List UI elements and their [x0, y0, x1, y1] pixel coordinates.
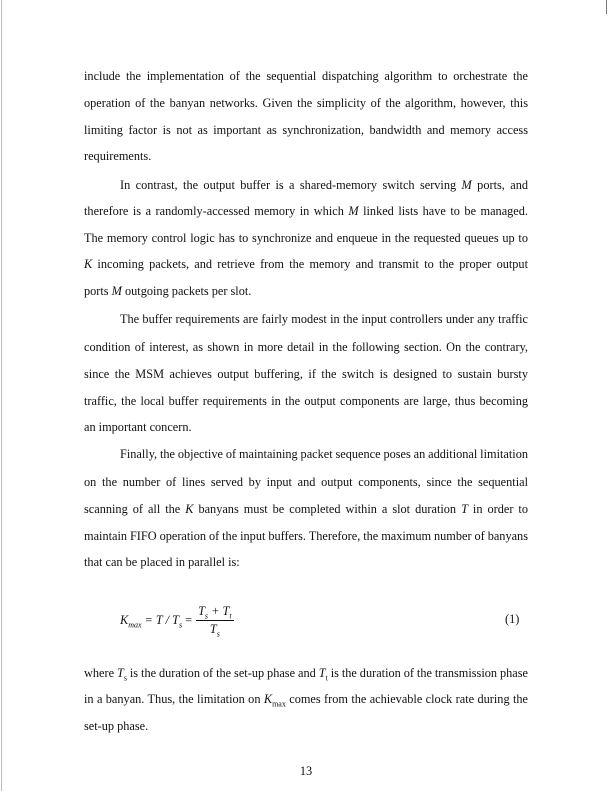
text-line: that can be placed in parallel is: [84, 555, 240, 569]
text-line: scanning of all the K banyans must be completed within a slot duration T in order to [84, 502, 528, 516]
eq-fraction [196, 604, 234, 637]
text-line: condition of interest, as shown in more detail in the following section. On the contrary, [84, 340, 528, 354]
text-line: traffic, the local buffer requirements in the output components are large, thus becoming [84, 394, 528, 408]
text-line: requirements. [84, 149, 152, 163]
text-line: The memory control logic has to synchronize and enqueue in the requested queues up to [84, 231, 528, 245]
text-line: on the number of lines served by input and output components, since the sequential [84, 475, 528, 489]
text-line: since the MSM achieves output buffering, if the switch is designed to sustain bursty [84, 367, 528, 381]
equation-1 [120, 600, 540, 640]
page-edge-line [1, 0, 2, 791]
eq-lhs: K [120, 612, 129, 627]
text-line: In contrast, the output buffer is a shared-memory switch serving M ports, and [120, 178, 528, 192]
equation-number: (1) [505, 612, 520, 626]
text-line: limiting factor is not as important as synchronization, bandwidth and memory access [84, 123, 528, 137]
eq-denominator: $T_s$ [209, 621, 220, 638]
text-line: maintain FIFO operation of the input buffers. Therefore, the maximum number of banyans [84, 529, 528, 543]
eq-middle-sub: s [178, 619, 183, 629]
eq-lhs-sub: max [128, 619, 142, 629]
text-line: K incoming packets, and retrieve from the memory and transmit to the proper output [84, 257, 528, 271]
text-line: include the implementation of the sequential dispatching algorithm to orchestrate the [84, 69, 528, 83]
page-corner-mark [606, 0, 607, 14]
text-line: therefore is a randomly-accessed memory in which M linked lists have to be managed. [84, 204, 528, 218]
text-line: Finally, the objective of maintaining packet sequence poses an additional limitation [120, 447, 528, 461]
eq-middle: = T / T [144, 612, 179, 627]
eq-equals: = [182, 612, 193, 627]
text-line: ports M outgoing packets per slot. [84, 284, 252, 298]
text-line: set-up phase. [84, 719, 149, 733]
eq-numerator: $T_s + T_t$ [198, 603, 232, 620]
text-line: where $T_s$ is the duration of the set-up phase and $T_t$ is the duration of the transmission phase [84, 666, 528, 683]
text-line: operation of the banyan networks. Given the simplicity of the algorithm, however, this [84, 96, 528, 110]
text-line: in a banyan. Thus, the limitation on $K_{max}$ comes from the achievable clock rate during the [84, 692, 529, 709]
page-number: 13 [299, 764, 313, 778]
text-line: an important concern. [84, 420, 192, 434]
text-line: The buffer requirements are fairly modest in the input controllers under any traffic [120, 312, 528, 326]
